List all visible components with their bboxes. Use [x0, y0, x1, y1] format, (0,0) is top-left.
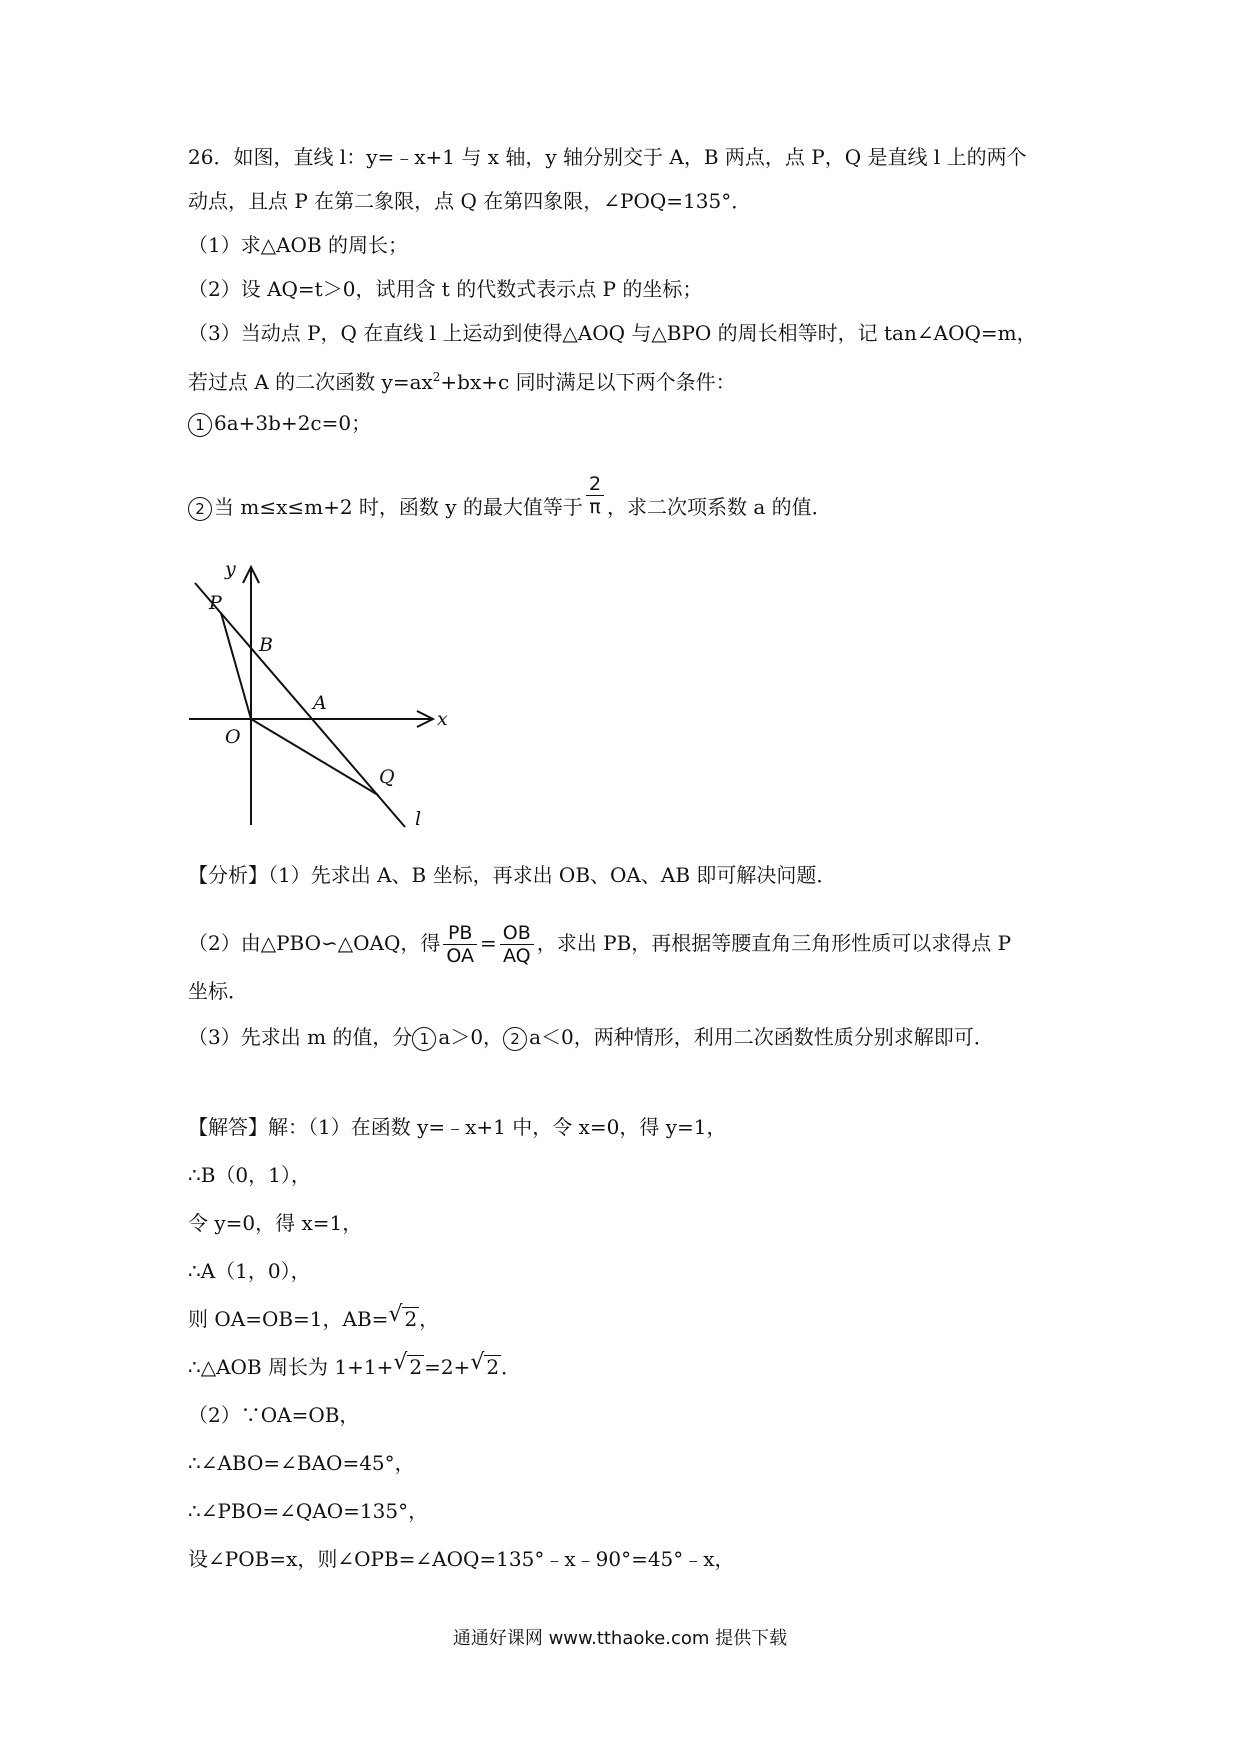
fraction-2-over-pi	[586, 473, 604, 518]
footer-source: 通通好课网 www.tthaoke.com 提供下载	[452, 1628, 788, 1649]
label-O: O	[225, 726, 241, 748]
solution-9: ∴∠PBO=∠QAO=135°，	[188, 1499, 429, 1523]
line-l	[195, 583, 405, 827]
label-A: A	[313, 692, 327, 714]
label-y: y	[225, 563, 236, 580]
solution-6	[188, 1354, 521, 1380]
solution-3: 令 y=0，得 x=1，	[188, 1211, 363, 1235]
sqrt-2	[393, 1354, 424, 1380]
segment-OP	[221, 613, 251, 719]
analysis-2-post: ，求出 PB，再根据等腰直角三角形性质可以求得点 P	[536, 931, 1012, 955]
solution-6-mid: =2+	[424, 1355, 471, 1379]
question-1: （1）求△AOB 的周长；	[188, 233, 408, 257]
q3b-pre: 若过点 A 的二次函数 y=ax	[188, 370, 433, 394]
coordinate-figure	[185, 563, 455, 833]
analysis-2	[188, 922, 1011, 967]
sqrt-2	[388, 1306, 419, 1332]
q3b-sup: 2	[432, 370, 441, 384]
fraction-numerator: OB	[500, 922, 534, 945]
radicand: 2	[409, 1355, 423, 1379]
segment-OQ	[251, 719, 378, 795]
fraction-denominator: AQ	[502, 945, 531, 967]
analysis-3-post: a＜0，两种情形，利用二次函数性质分别求解即可．	[529, 1025, 994, 1049]
solution-6-post: ．	[501, 1355, 522, 1379]
label-B: B	[259, 634, 273, 656]
question-3: （3）当动点 P，Q 在直线 l 上运动到使得△AOQ 与△BPO 的周长相等时，记 tan∠AOQ=m，	[188, 321, 1037, 345]
solution-10: 设∠POB=x，则∠OPB=∠AOQ=135°﹣x﹣90°=45°﹣x，	[188, 1547, 735, 1571]
problem-line-2: 动点，且点 P 在第二象限，点 Q 在第四象限，∠POQ=135°．	[188, 189, 752, 213]
label-l: l	[415, 808, 422, 830]
analysis-1: 【分析】（1）先求出 A、B 坐标，再求出 OB、OA、AB 即可解决问题．	[188, 863, 837, 887]
condition-1	[188, 410, 371, 437]
radicand: 2	[486, 1355, 500, 1379]
equals-sign: =	[480, 931, 497, 955]
radicand: 2	[404, 1307, 418, 1331]
condition-2	[188, 473, 832, 521]
analysis-2-continued: 坐标．	[188, 979, 248, 1003]
label-P: P	[209, 592, 222, 614]
question-3-continued	[188, 364, 736, 395]
solution-1: 【解答】解：（1）在函数 y=﹣x+1 中，令 x=0，得 y=1，	[188, 1115, 727, 1139]
solution-8: ∴∠ABO=∠BAO=45°，	[188, 1451, 415, 1475]
solution-7: （2）∵OA=OB，	[188, 1403, 360, 1427]
q3b-post: +bx+c 同时满足以下两个条件：	[440, 370, 736, 394]
circled-number-2: 2	[503, 1027, 527, 1051]
condition-2-pre: 当 m≤x≤m+2 时，函数 y 的最大值等于	[214, 495, 583, 519]
solution-5	[188, 1306, 439, 1332]
circled-number-2: 2	[188, 497, 212, 521]
label-x: x	[437, 708, 448, 730]
condition-2-post: ，求二次项系数 a 的值．	[607, 495, 832, 519]
condition-1-text: 6a+3b+2c=0；	[214, 411, 372, 435]
solution-6-pre: ∴△AOB 周长为 1+1+	[188, 1355, 394, 1379]
problem-line-1: 26．如图，直线 l：y=﹣x+1 与 x 轴，y 轴分别交于 A，B 两点，点 P，Q 是直线 l 上的两个	[188, 145, 1027, 169]
fraction-denominator: OA	[446, 945, 475, 967]
analysis-3-pre: （3）先求出 m 的值，分	[188, 1025, 413, 1049]
question-2: （2）设 AQ=t＞0，试用含 t 的代数式表示点 P 的坐标；	[188, 277, 703, 301]
analysis-2-pre: （2）由△PBO∽△OAQ，得	[188, 931, 441, 955]
sqrt-2	[470, 1354, 501, 1380]
circled-number-1: 1	[412, 1027, 436, 1051]
label-Q: Q	[379, 766, 395, 788]
solution-5-post: ，	[419, 1307, 440, 1331]
analysis-3-mid: a＞0，	[438, 1025, 504, 1049]
solution-4: ∴A（1，0），	[188, 1259, 311, 1283]
solution-2: ∴B（0，1），	[188, 1163, 311, 1187]
fraction-denominator: π	[589, 496, 601, 518]
fraction-OB-AQ	[500, 922, 534, 967]
fraction-numerator: PB	[443, 922, 477, 945]
analysis-3	[188, 1024, 994, 1051]
fraction-PB-OA	[443, 922, 477, 967]
fraction-numerator: 2	[586, 473, 604, 496]
solution-5-pre: 则 OA=OB=1，AB=	[188, 1307, 389, 1331]
circled-number-1: 1	[188, 413, 212, 437]
